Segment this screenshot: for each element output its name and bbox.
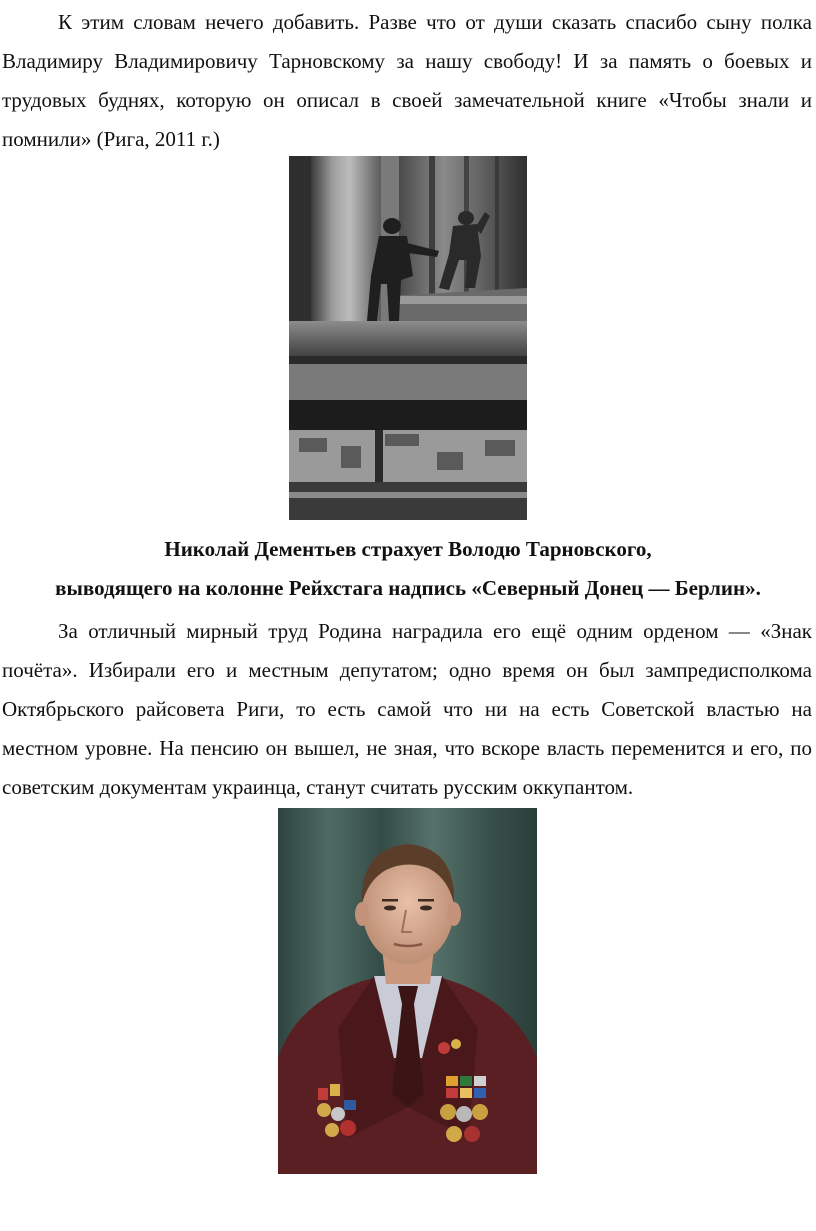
- veteran-portrait-photo: [278, 808, 537, 1174]
- reichstag-column-photo: [289, 156, 527, 520]
- paragraph-career: За отличный мирный труд Родина наградила его ещё одним орденом — «Знак почёта». Избирали его и местным депутатом; одно время он был зампредисполкома Октябрьского райсовета Риги, то есть самой что ни на есть Советской властью на местном уровне. На пенсию он вышел, не зная, что вскоре власть переменится и его, по советским документам украинца, станут считать русским оккупантом.: [2, 619, 812, 799]
- portrait-photo-drawing: [278, 808, 537, 1174]
- reichstag-photo-drawing: [289, 156, 527, 520]
- photo-caption-line-2: выводящего на колонне Рейхстага надпись «Северный Донец — Берлин».: [55, 576, 761, 600]
- photo-caption-line-1: Николай Дементьев страхует Володю Тарновского,: [164, 537, 652, 561]
- paragraph-intro: К этим словам нечего добавить. Разве что от души сказать спасибо сыну полка Владимиру Владимировичу Тарновскому за нашу свободу! И за память о боевых и трудовых буднях, которую он описал в своей замечательной книге «Чтобы знали и помнили» (Рига, 2011 г.): [2, 10, 812, 151]
